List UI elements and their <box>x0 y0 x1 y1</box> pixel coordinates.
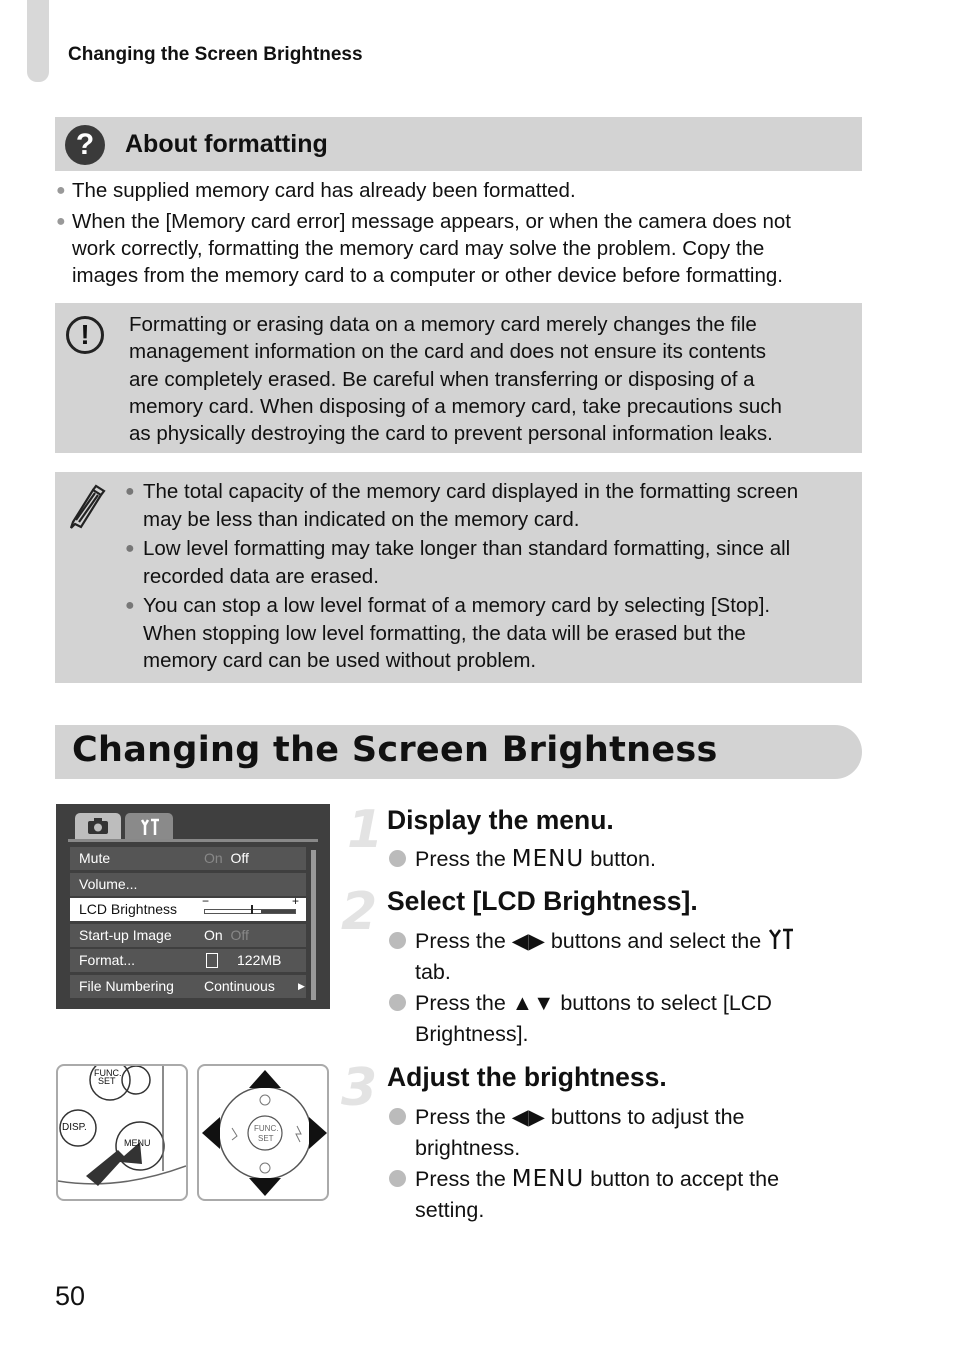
line-text: Press the <box>415 1105 512 1129</box>
line-text: button to accept the <box>584 1167 780 1191</box>
step-bullet <box>389 994 406 1011</box>
bullet-text: The supplied memory card has already been formatted. <box>72 179 576 202</box>
brightness-minus: − <box>202 894 210 908</box>
lcd-menu-screenshot <box>56 804 330 1009</box>
slider-marker <box>251 905 253 914</box>
caution-line: are completely erased. Be careful when transferring or disposing of a <box>129 367 755 391</box>
memo-line: When stopping low level formatting, the data will be erased but the <box>143 621 746 645</box>
row-label: Start-up Image <box>79 927 172 943</box>
step-bullet <box>389 932 406 949</box>
memo-line: You can stop a low level format of a memory card by selecting [Stop]. <box>143 594 771 617</box>
menu-row-lcd-brightness <box>70 894 306 921</box>
slider-fill <box>261 910 295 913</box>
line-text: buttons and select the <box>544 929 768 953</box>
menu-button-icon: MENU <box>511 846 585 872</box>
line-text: buttons to adjust the <box>544 1105 745 1129</box>
question-icon: ? <box>65 125 105 165</box>
bullet-text: When the [Memory card error] message appears, or when the camera does not <box>72 210 791 233</box>
menu-row-format <box>70 949 306 972</box>
memo-box <box>55 472 862 683</box>
row-value: Continuous <box>204 978 275 994</box>
line-text: buttons to select [LCD <box>554 991 772 1015</box>
row-label: Volume... <box>79 876 138 892</box>
pencil-icon <box>67 484 107 530</box>
step-bullet <box>389 850 406 867</box>
bullet-text: work correctly, formatting the memory card may solve the problem. Copy the <box>72 237 765 260</box>
row-value: On <box>204 850 223 866</box>
menu-row-volume <box>70 873 306 896</box>
row-value: 122MB <box>237 952 282 968</box>
memo-item-3 <box>125 592 855 675</box>
step-title-3: Adjust the brightness. <box>387 1062 667 1092</box>
row-label: Mute <box>79 850 111 866</box>
line-text: button. <box>584 847 656 871</box>
row-label: LCD Brightness <box>79 901 178 917</box>
step-2-line-1 <box>415 926 795 988</box>
wrench-hammer-icon <box>125 813 173 839</box>
row-value: On <box>204 927 223 943</box>
menu-row-startup-image <box>70 924 306 947</box>
step-number-2: 2 <box>341 882 378 942</box>
bullet-dot: ● <box>125 483 135 500</box>
memo-list <box>125 478 855 677</box>
caution-line: memory card. When disposing of a memory card, take precautions such <box>129 394 782 418</box>
line-text: Press the <box>415 991 512 1015</box>
bullet-dot: ● <box>56 182 66 199</box>
control-dial-illustration <box>197 1064 329 1201</box>
up-down-arrows-icon: ▲▼ <box>511 991 555 1015</box>
menu-button-icon: MENU <box>511 1166 585 1192</box>
line-text: brightness. <box>415 1136 521 1160</box>
line-text: Brightness]. <box>415 1022 529 1046</box>
line-text: tab. <box>415 960 451 984</box>
set-label: SET <box>258 1134 274 1143</box>
row-label: Format... <box>79 952 136 968</box>
brightness-slider <box>204 909 296 914</box>
tab-underline <box>68 839 318 842</box>
menu-row-file-numbering <box>70 975 306 998</box>
about-bullet-1 <box>56 177 576 204</box>
memo-line: recorded data are erased. <box>143 564 379 588</box>
set-label: SET <box>98 1076 116 1086</box>
line-text: Press the <box>415 847 512 871</box>
arrow-up-icon <box>249 1070 281 1088</box>
memo-line: Low level formatting may take longer than standard formatting, since all <box>143 537 791 560</box>
page-edge-tab <box>27 0 49 82</box>
row-value: Off <box>230 850 249 866</box>
settings-tab <box>125 813 173 839</box>
memo-line: may be less than indicated on the memory card. <box>143 507 580 531</box>
menu-label: MENU <box>124 1138 151 1148</box>
func-label: FUNC. <box>94 1068 122 1078</box>
wrench-hammer-icon <box>767 927 795 951</box>
step-bullet <box>389 1108 406 1125</box>
arrow-right-icon <box>309 1117 327 1149</box>
arrow-down-icon <box>249 1178 281 1196</box>
bullet-dot: ● <box>56 213 66 230</box>
section-title: Changing the Screen Brightness <box>72 730 718 770</box>
caution-line: as physically destroying the card to prevent personal information leaks. <box>129 422 773 446</box>
arrow-right-icon: ▶ <box>298 981 305 991</box>
camera-icon <box>75 813 121 839</box>
step-1-line-1 <box>415 844 656 875</box>
bullet-dot: ● <box>125 540 135 557</box>
caution-text <box>129 311 854 447</box>
camera-buttons-diagram <box>58 1066 188 1201</box>
page-number: 50 <box>55 1281 86 1311</box>
step-title-2: Select [LCD Brightness]. <box>387 886 698 916</box>
line-text: Press the <box>415 1167 512 1191</box>
camera-tab <box>75 813 121 839</box>
line-text: setting. <box>415 1198 485 1222</box>
step-number-1: 1 <box>347 800 384 860</box>
left-right-arrows-icon: ◀▶ <box>511 1105 545 1129</box>
step-3-line-1 <box>415 1102 745 1164</box>
memory-card-icon <box>206 953 218 968</box>
camera-back-illustration <box>56 1064 188 1201</box>
left-right-arrows-icon: ◀▶ <box>511 929 545 953</box>
section-title-bar <box>55 725 862 779</box>
memo-line: The total capacity of the memory card displayed in the formatting screen <box>143 480 799 503</box>
caution-line: Formatting or erasing data on a memory card merely changes the file <box>129 313 757 336</box>
bullet-text: images from the memory card to a computer or other device before formatting. <box>72 264 783 287</box>
about-formatting-bar <box>55 117 862 171</box>
disp-label: DISP. <box>62 1122 87 1133</box>
step-bullet <box>389 1170 406 1187</box>
about-title: About formatting <box>125 130 328 158</box>
func-label: FUNC. <box>254 1124 279 1133</box>
line-text: Press the <box>415 929 512 953</box>
row-value: Off <box>230 927 249 943</box>
running-header: Changing the Screen Brightness <box>68 44 363 65</box>
step-title-1: Display the menu. <box>387 805 614 835</box>
arrow-left-icon <box>202 1117 220 1149</box>
row-label: File Numbering <box>79 978 174 994</box>
caution-icon: ! <box>66 316 104 354</box>
step-2-line-2 <box>415 988 772 1050</box>
bullet-dot: ● <box>125 597 135 614</box>
menu-row-mute <box>70 847 306 870</box>
memo-item-2 <box>125 535 855 590</box>
caution-line: management information on the card and does not ensure its contents <box>129 340 767 364</box>
about-bullet-2 <box>56 208 791 289</box>
step-3-line-2 <box>415 1164 779 1226</box>
caution-box <box>55 303 862 453</box>
memo-item-1 <box>125 478 855 533</box>
memo-line: memory card can be used without problem. <box>143 649 537 672</box>
brightness-plus: + <box>292 894 300 908</box>
menu-scrollbar <box>311 850 316 1000</box>
step-number-3: 3 <box>341 1058 378 1118</box>
